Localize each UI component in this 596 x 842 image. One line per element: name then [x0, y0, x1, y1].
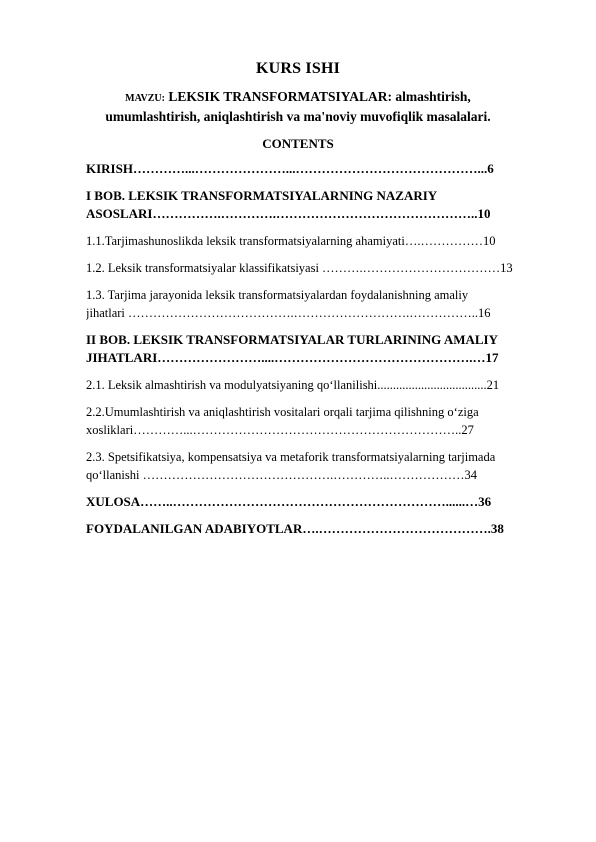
topic-line-2: umumlashtirish, aniqlashtirish va ma'noviy muvofiqlik masalalari. — [105, 109, 491, 124]
toc-entry-text: II BOB. LEKSIK TRANSFORMATSIYALAR TURLARINING AMALIY — [86, 332, 498, 347]
toc-entry-text: 2.1. Leksik almashtirish va modulyatsiyaning qo‘llanilishi...................................21 — [86, 378, 500, 392]
toc-entry-text: JIHATLARI……………………....……………………………………….…17 — [86, 350, 499, 365]
toc-entry-2-3 — [86, 448, 554, 484]
toc-entry-text: 2.2.Umumlashtirish va aniqlashtirish vositalari orqali tarjima qilishning o‘ziga — [86, 405, 479, 419]
toc-entry-text: KIRISH…………...…………………...……………………………………...6 — [86, 161, 494, 176]
toc-entry-text: 1.3. Tarjima jarayonida leksik transformatsiyalardan foydalanishning amaliy — [86, 288, 469, 302]
toc-entry-text: 1.1.Tarjimashunoslikda leksik transformatsiyalarning ahamiyati….……………10 — [86, 234, 496, 248]
toc-entry-1-1 — [86, 232, 554, 250]
toc-entry-text: xosliklari…………...………………………………………………………..27 — [86, 423, 474, 437]
toc-entry-text: qo‘llanishi ……………………………………….…………..………………34 — [86, 468, 477, 482]
topic-block — [70, 88, 526, 126]
topic-line-1: LEKSIK TRANSFORMATSIYALAR: almashtirish, — [165, 89, 471, 104]
document-title: KURS ISHI — [255, 60, 341, 77]
toc-entry-kirish — [86, 160, 554, 178]
toc-entry-text: jihatlari ………………………………….……………………….……………..16 — [86, 306, 491, 320]
toc-entry-text: FOYDALANILGAN ADABIYOTLAR….………………………………….38 — [86, 521, 504, 536]
toc-entry-1-3 — [86, 286, 554, 322]
toc-entry-xulosa — [86, 493, 554, 511]
toc-entry-adabiyotlar — [86, 520, 554, 538]
toc-entry-text: XULOSA……..………………………………………………………......…36 — [86, 494, 492, 509]
table-of-contents — [86, 160, 554, 547]
toc-entry-1-2 — [86, 259, 554, 277]
toc-entry-text: 2.3. Spetsifikatsiya, kompensatsiya va metaforik transformatsiyalarning tarjimada — [86, 450, 496, 464]
topic-label: MAVZU: — [125, 93, 165, 104]
toc-entry-chapter-1 — [86, 187, 554, 223]
toc-entry-2-1 — [86, 376, 554, 394]
toc-entry-text: ASOSLARI…………….………….………………………………………..10 — [86, 206, 491, 221]
toc-entry-text: 1.2. Leksik transformatsiyalar klassifikatsiyasi ……….……………………………13 — [86, 261, 513, 275]
contents-heading: CONTENTS — [262, 136, 334, 151]
toc-entry-2-2 — [86, 403, 554, 439]
toc-entry-chapter-2 — [86, 331, 554, 367]
toc-entry-text: I BOB. LEKSIK TRANSFORMATSIYALARNING NAZARIY — [86, 188, 438, 203]
